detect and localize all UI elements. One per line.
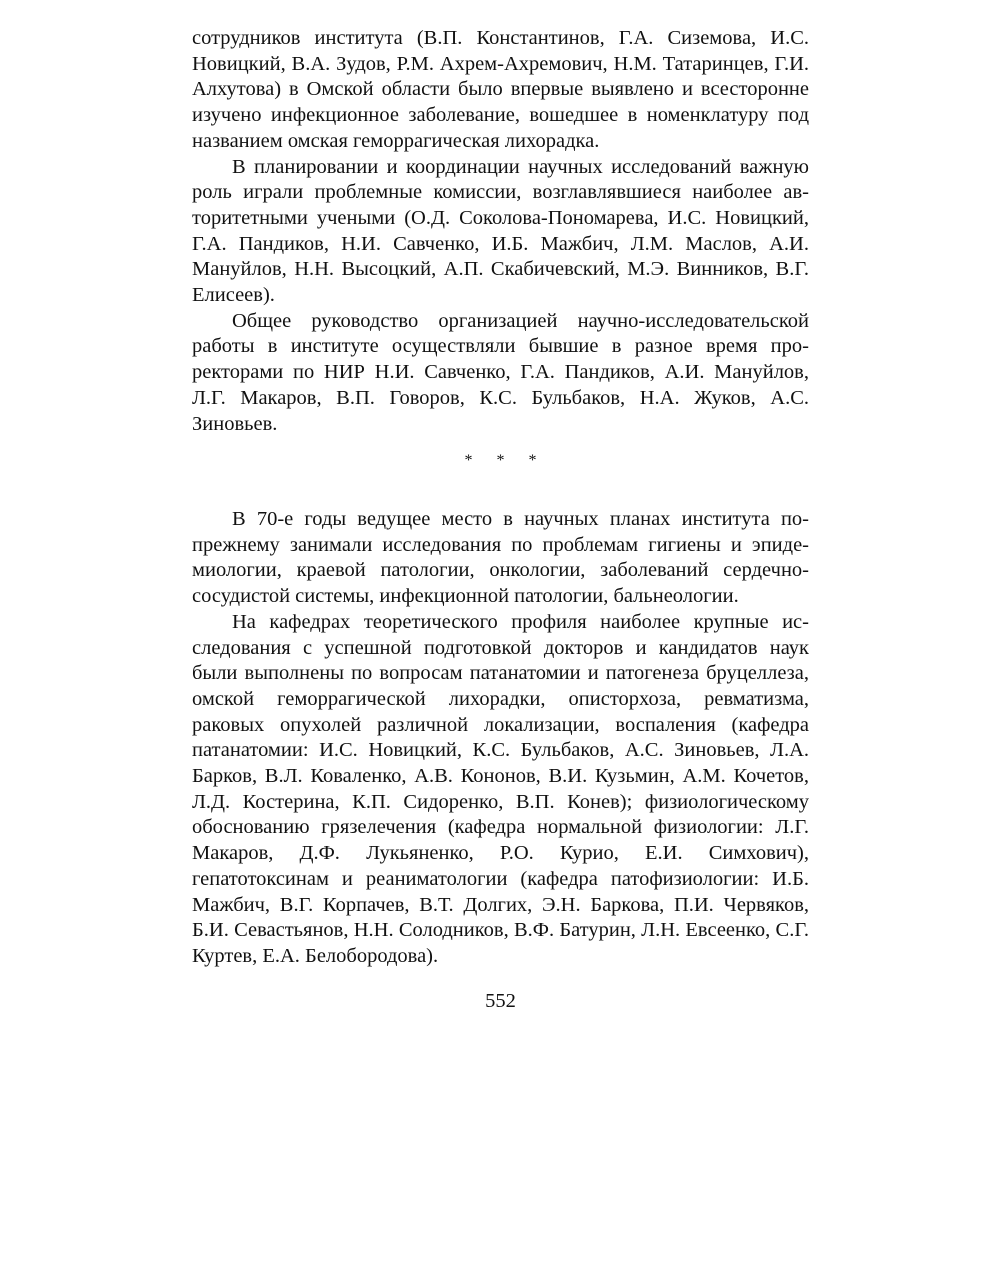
text-block-bottom <box>192 507 809 970</box>
page-number: 552 <box>485 990 516 1012</box>
paragraph-1: сотрудников института (В.П. Константинов, Г.А. Сиземова, И.С. Новицкий, В.А. Зудов, Р.М. Ахрем-Ахремович, Н.М. Татаринцев, Г.И. Алхутова) в Омской области было впервые выявлено и всесторонне изучено инфекционное заболевание, вошедшее в номенклатуру под названием омская геморрагическая лихорадка. <box>192 27 809 152</box>
section-separator: * * * <box>464 452 547 469</box>
paragraph-4: В 70-е годы ведущее место в научных планах института попрежнему занимали исследования по проблемам гигиены и эпидемиологии, краевой патологии, онкологии, заболеваний сердечнососудистой системы, инфекционной патологии, бальнеологии. <box>192 508 809 608</box>
paragraph-2: В планировании и координации научных исследований важную роль играли проблемные комиссии, возглавлявшиеся наиболее авторитетными учеными (О.Д. Соколова-Пономарева, И.С. Новицкий, Г.А. Пандиков, Н.И. Савченко, И.Б. Мажбич, Л.М. Маслов, А.И. Мануйлов, Н.Н. Высоцкий, А.П. Скабичевский, М.Э. Винников, В.Г. Елисеев). <box>192 155 809 307</box>
text-block-top <box>192 26 809 437</box>
paragraph-5: На кафедрах теоретического профиля наиболее крупные исследования с успешной подготовкой докторов и кандидатов наук были выполнены по вопросам патанатомии и патогенеза бруцеллеза, омской геморрагической лихорадки, описторхоза, ревматизма, раковых опухолей различной локализации, воспаления (кафедра патанатомии: И.С. Новицкий, К.С. Бульбаков, А.С. Зиновьев, Л.А. Барков, В.Л. Коваленко, А.В. Кононов, В.И. Кузьмин, А.М. Кочетов, Л.Д. Костерина, К.П. Сидоренко, В.П. Конев); физиологическому обоснованию грязелечения (кафедра нормальной физиологии: Л.Г. Макаров, Д.Ф. Лукьяненко, Р.О. Курио, Е.И. Симхович), гепатотоксинам и реаниматологии (кафедра патофизиологии: И.Б. Мажбич, В.Г. Корпачев, В.Т. Долгих, Э.Н. Баркова, П.И. Червяков, Б.И. Севастьянов, Н.Н. Солодников, В.Ф. Батурин, Л.Н. Евсеенко, С.Г. Куртев, Е.А. Белобородова). <box>192 610 809 967</box>
paragraph-3: Общее руководство организацией научно-исследовательской работы в институте осуществляли бывшие в разное время проректорами по НИР Н.И. Савченко, Г.А. Пандиков, А.И. Мануйлов, Л.Г. Макаров, В.П. Говоров, К.С. Бульбаков, Н.А. Жуков, А.С. Зиновьев. <box>192 309 809 435</box>
